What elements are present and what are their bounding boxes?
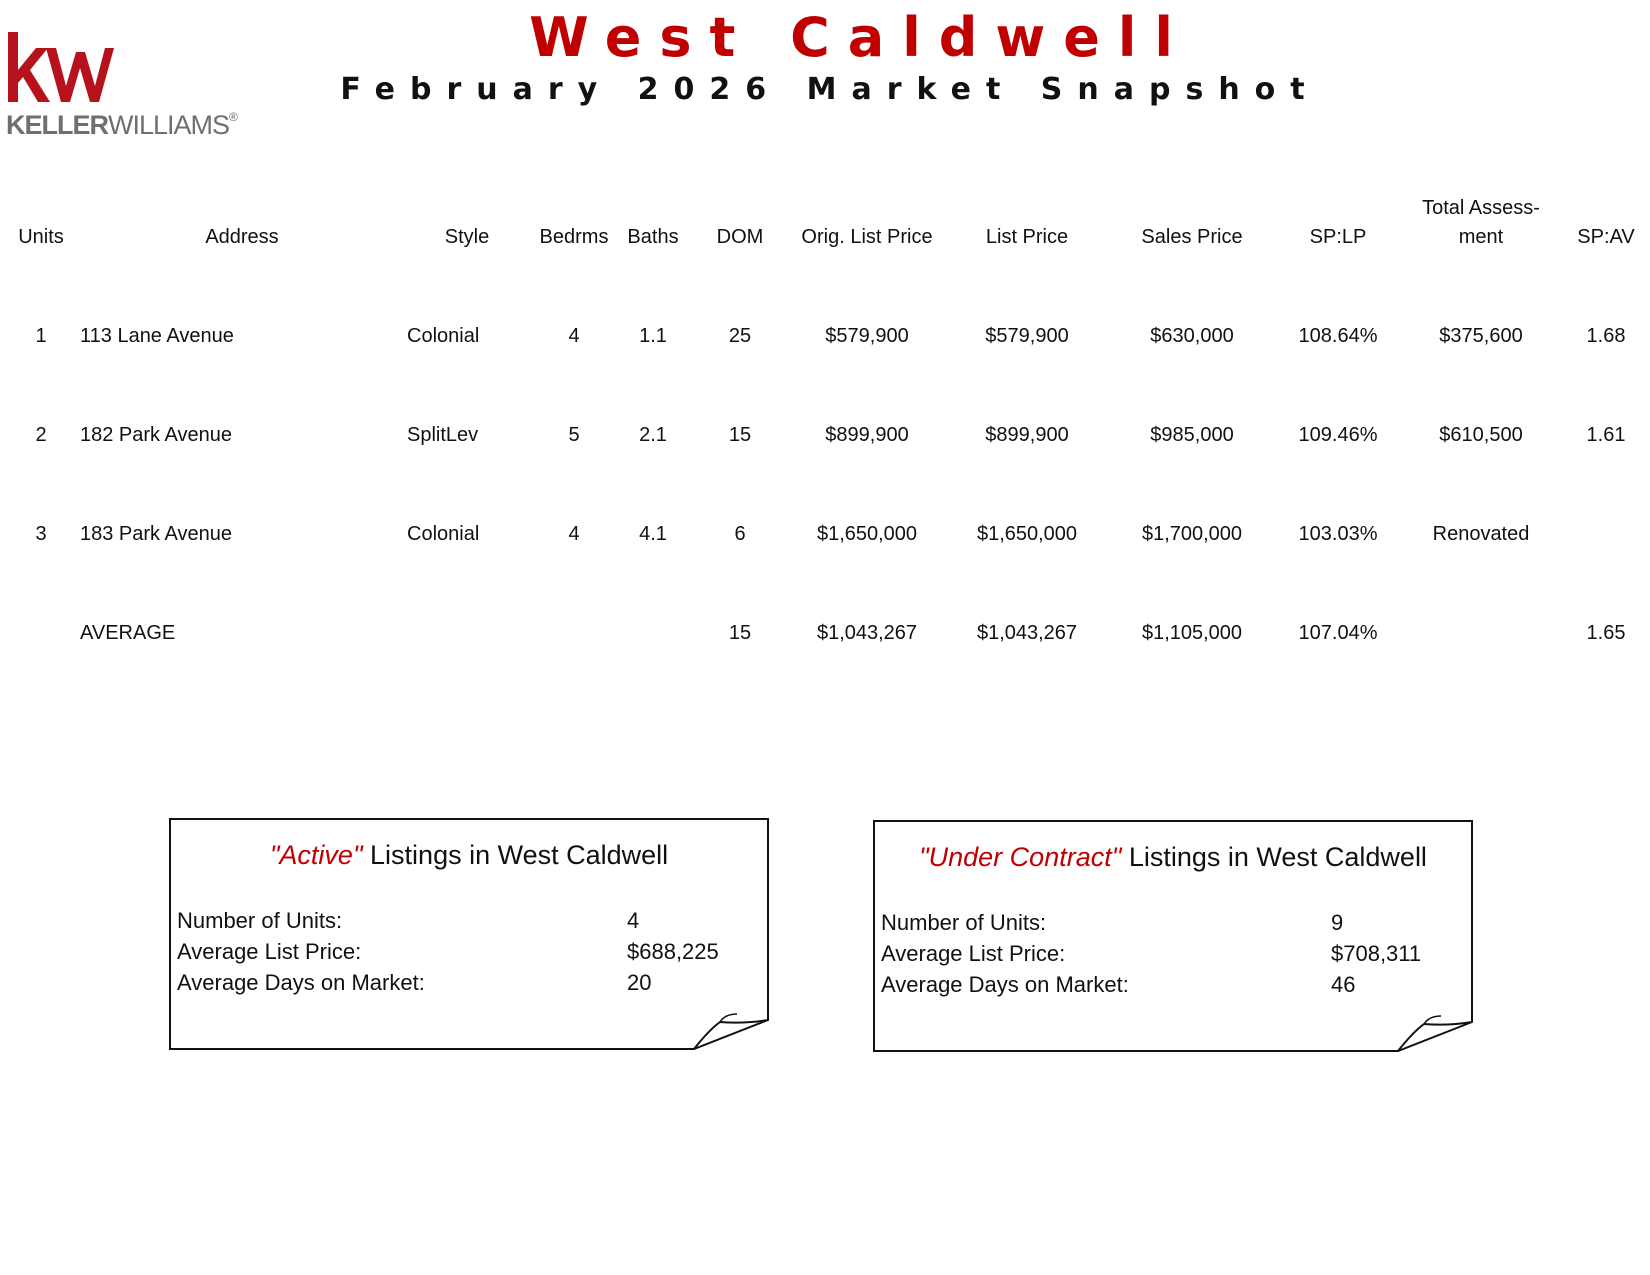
average-list-price: $1,043,267	[976, 622, 1078, 644]
cell-dom: 6	[734, 523, 746, 545]
active-units-label: Number of Units:	[177, 908, 343, 933]
cell-orig-list-price: $1,650,000	[816, 523, 918, 545]
under-contract-title-rest: Listings in West Caldwell	[1121, 842, 1427, 872]
under-contract-listings-title	[873, 842, 1473, 873]
col-header-dom: DOM	[716, 226, 764, 248]
cell-address: 113 Lane Avenue	[80, 325, 234, 347]
page-subtitle: February 2026 Market Snapshot	[340, 72, 1320, 107]
average-sales-price: $1,105,000	[1141, 622, 1243, 644]
logo-registered: ®	[229, 110, 237, 124]
cell-baths: 4.1	[639, 523, 667, 545]
cell-units: 3	[35, 523, 47, 545]
active-title-rest: Listings in West Caldwell	[362, 840, 669, 870]
cell-bedrms: 5	[568, 424, 580, 446]
logo-name-bold: KELLER	[6, 110, 108, 140]
cell-units: 2	[35, 424, 47, 446]
under-contract-avg-price-label: Average List Price:	[881, 941, 1066, 966]
col-header-bedrms: Bedrms	[539, 226, 609, 248]
cell-orig-list-price: $579,900	[825, 325, 909, 347]
average-sp-lp: 107.04%	[1298, 622, 1378, 644]
under-contract-avg-dom-label: Average Days on Market:	[881, 972, 1129, 997]
logo-name-light: WILLIAMS	[108, 110, 230, 140]
kw-logo-icon	[6, 30, 116, 110]
cell-sp-av: 1.68	[1586, 325, 1626, 347]
average-dom: 15	[728, 622, 752, 644]
cell-baths: 2.1	[639, 424, 667, 446]
cell-dom: 15	[728, 424, 752, 446]
col-header-total-assessment-line1: Total Assess-	[1422, 197, 1540, 219]
average-label: AVERAGE	[80, 622, 176, 644]
under-contract-avg-price-value: $708,311	[1331, 941, 1422, 966]
active-listings-box	[169, 818, 769, 1050]
logo-wordmark	[6, 110, 237, 141]
cell-sales-price: $630,000	[1150, 325, 1234, 347]
col-header-units: Units	[18, 226, 64, 248]
col-header-baths: Baths	[627, 226, 679, 248]
cell-bedrms: 4	[568, 523, 580, 545]
cell-sp-lp: 103.03%	[1298, 523, 1378, 545]
under-contract-title-emphasis: "Under Contract"	[919, 842, 1122, 872]
cell-sp-av: 1.61	[1586, 424, 1626, 446]
under-contract-avg-dom-value: 46	[1331, 972, 1356, 997]
active-units-value: 4	[627, 908, 640, 933]
cell-list-price: $1,650,000	[976, 523, 1078, 545]
active-avg-price-label: Average List Price:	[177, 939, 362, 964]
cell-style: SplitLev	[407, 424, 479, 446]
cell-total-assessment: $375,600	[1439, 325, 1523, 347]
col-header-sales-price: Sales Price	[1141, 226, 1243, 248]
average-orig-list-price: $1,043,267	[816, 622, 918, 644]
cell-style: Colonial	[407, 523, 480, 545]
under-contract-units-value: 9	[1331, 910, 1344, 935]
cell-address: 183 Park Avenue	[80, 523, 232, 545]
cell-units: 1	[35, 325, 47, 347]
cell-address: 182 Park Avenue	[80, 424, 232, 446]
col-header-sp-lp: SP:LP	[1309, 226, 1367, 248]
col-header-style: Style	[444, 226, 490, 248]
cell-list-price: $899,900	[985, 424, 1069, 446]
col-header-orig-list-price: Orig. List Price	[801, 226, 933, 248]
active-avg-price-value: $688,225	[627, 939, 719, 964]
cell-sales-price: $1,700,000	[1141, 523, 1243, 545]
cell-total-assessment: Renovated	[1432, 523, 1530, 545]
col-header-sp-av: SP:AV	[1577, 226, 1635, 248]
col-header-address: Address	[205, 226, 279, 248]
cell-list-price: $579,900	[985, 325, 1069, 347]
keller-williams-logo	[6, 30, 246, 145]
under-contract-listings-box	[873, 820, 1473, 1052]
cell-bedrms: 4	[568, 325, 580, 347]
under-contract-units-label: Number of Units:	[881, 910, 1047, 935]
cell-orig-list-price: $899,900	[825, 424, 909, 446]
col-header-total-assessment-line2: ment	[1458, 226, 1504, 248]
cell-dom: 25	[728, 325, 752, 347]
active-avg-dom-label: Average Days on Market:	[177, 970, 425, 995]
cell-total-assessment: $610,500	[1439, 424, 1523, 446]
active-listings-title	[169, 840, 769, 871]
cell-sp-lp: 109.46%	[1298, 424, 1378, 446]
cell-baths: 1.1	[639, 325, 667, 347]
cell-style: Colonial	[407, 325, 480, 347]
active-avg-dom-value: 20	[627, 970, 652, 995]
cell-sp-lp: 108.64%	[1298, 325, 1378, 347]
cell-sales-price: $985,000	[1150, 424, 1234, 446]
col-header-list-price: List Price	[985, 226, 1069, 248]
average-sp-av: 1.65	[1586, 622, 1626, 644]
active-title-emphasis: "Active"	[269, 840, 363, 870]
page-title: West Caldwell	[529, 6, 1191, 69]
